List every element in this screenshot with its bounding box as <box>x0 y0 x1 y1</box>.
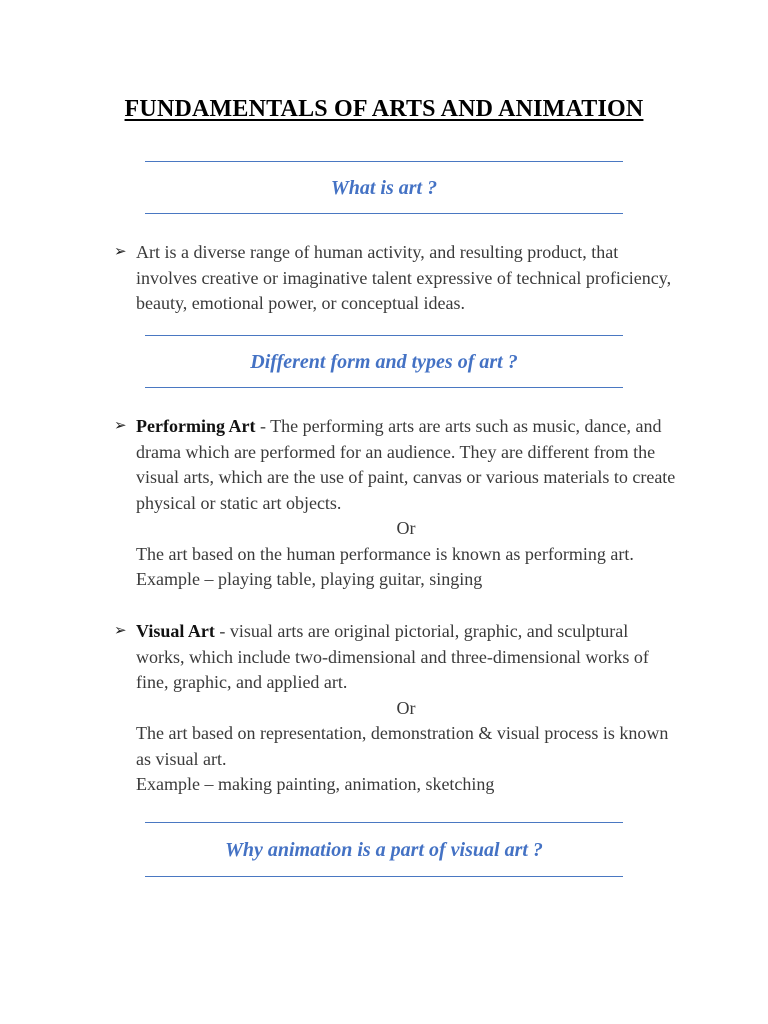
bullet-arrow-icon: ➢ <box>114 418 127 434</box>
or-separator: Or <box>396 697 416 718</box>
visual-art-term: Visual Art <box>136 621 215 641</box>
performing-art-paragraph <box>136 414 676 516</box>
divider-line <box>145 876 623 877</box>
document-title: FUNDAMENTALS OF ARTS AND ANIMATION <box>124 96 644 122</box>
divider-line <box>145 387 623 388</box>
bullet-performing-art <box>114 414 676 593</box>
divider-line <box>145 335 623 336</box>
bullet-art-definition <box>114 240 676 317</box>
section-heading-what-is-art: What is art ? <box>330 177 438 199</box>
performing-art-term: Performing Art <box>136 416 256 436</box>
performing-art-description: - The performing arts are arts such as music, dance, and drama which are performed for an audience. They are different from the visual arts, which are the use of paint, canvas or various materials to create physical or static art objects. <box>136 416 676 513</box>
bullet-visual-art <box>114 619 676 798</box>
bullet-arrow-icon: ➢ <box>114 244 127 260</box>
art-definition-text: Art is a diverse range of human activity, and resulting product, that involves creative or imaginative talent expressive of technical proficiency, beauty, emotional power, or conceptual ideas. <box>136 242 672 313</box>
visual-art-paragraph <box>136 619 676 696</box>
divider-line <box>145 213 623 214</box>
divider-line <box>145 161 623 162</box>
bullet-arrow-icon: ➢ <box>114 623 127 639</box>
section-heading-forms-of-art: Different form and types of art ? <box>250 351 518 373</box>
visual-art-example: Example – making painting, animation, sketching <box>136 774 495 794</box>
or-separator: Or <box>396 518 416 538</box>
visual-art-alternative: The art based on representation, demonstration & visual process is known as visual art. <box>136 723 669 769</box>
divider-line <box>145 822 623 823</box>
section-heading-animation-visual-art: Why animation is a part of visual art ? <box>225 839 543 861</box>
visual-art-description: - visual arts are original pictorial, graphic, and sculptural works, which include two-dimensional and three-dimensional works of fine, graphic, and applied art. <box>136 621 649 692</box>
performing-art-alternative: The art based on the human performance is known as performing art. Example – playing table, playing guitar, singing <box>136 543 634 589</box>
